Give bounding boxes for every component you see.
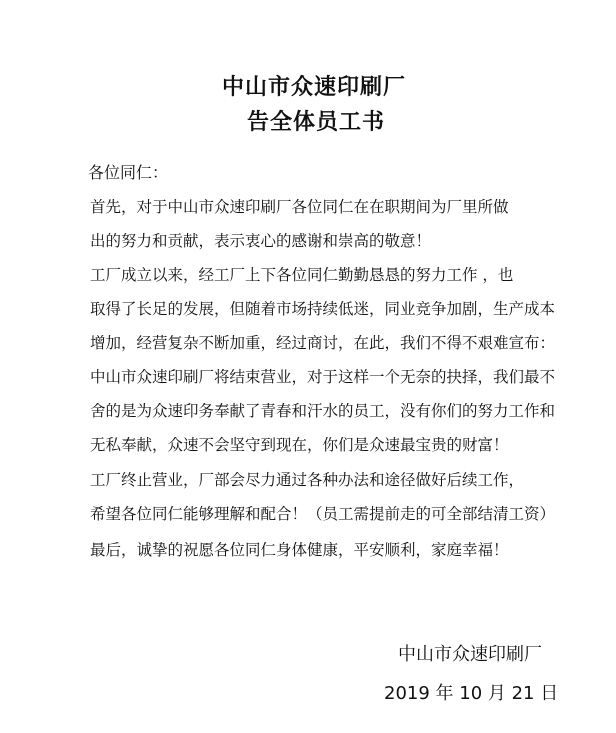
signature-organization: 中山市众速印刷厂 bbox=[398, 644, 542, 665]
paragraph-line: 工厂成立以来，经工厂上下各位同仁勤勤恳恳的努力工作 ，也 bbox=[90, 266, 514, 284]
paragraph-line: 取得了长足的发展，但随着市场持续低迷，同业竞争加剧，生产成本 bbox=[90, 300, 556, 318]
paragraph-closing-wishes bbox=[90, 533, 560, 567]
greeting: 各位同仁： bbox=[88, 163, 169, 182]
paragraph-line: 无私奉献，众速不会坚守到现在，你们是众速最宝贵的财富！ bbox=[90, 436, 509, 454]
paragraph-line: 舍的是为众速印务奉献了青春和汗水的员工，没有你们的努力工作和 bbox=[90, 402, 556, 420]
paragraph-line: 中山市众速印刷厂将结束营业，对于这样一个无奈的抉择，我们最不 bbox=[90, 368, 556, 386]
paragraph-line: 出的努力和贡献，表示衷心的感谢和崇高的敬意！ bbox=[90, 232, 432, 250]
paragraph-closure-announcement bbox=[90, 258, 560, 462]
paragraph-line: 工厂终止营业，厂部会尽力通过各种办法和途径做好后续工作， bbox=[90, 471, 525, 489]
signature-date: 2019 年 10 月 21 日 bbox=[384, 683, 559, 704]
paragraph-line: 增加，经营复杂不断加重，经过商讨，在此，我们不得不艰难宣布： bbox=[90, 334, 556, 352]
paragraph-line: 首先，对于中山市众速印刷厂各位同仁在在职期间为厂里所做 bbox=[90, 198, 509, 216]
paragraph-line: 最后，诚挚的祝愿各位同仁身体健康，平安顺利，家庭幸福！ bbox=[90, 541, 509, 559]
paragraph-follow-up bbox=[90, 463, 560, 531]
letter-title: 告全体员工书 bbox=[246, 110, 385, 135]
paragraph-line: 希望各位同仁能够理解和配合！（员工需提前走的可全部结清工资） bbox=[90, 505, 556, 523]
paragraph-thanks bbox=[90, 190, 560, 258]
letter-title-org: 中山市众速印刷厂 bbox=[221, 75, 406, 100]
